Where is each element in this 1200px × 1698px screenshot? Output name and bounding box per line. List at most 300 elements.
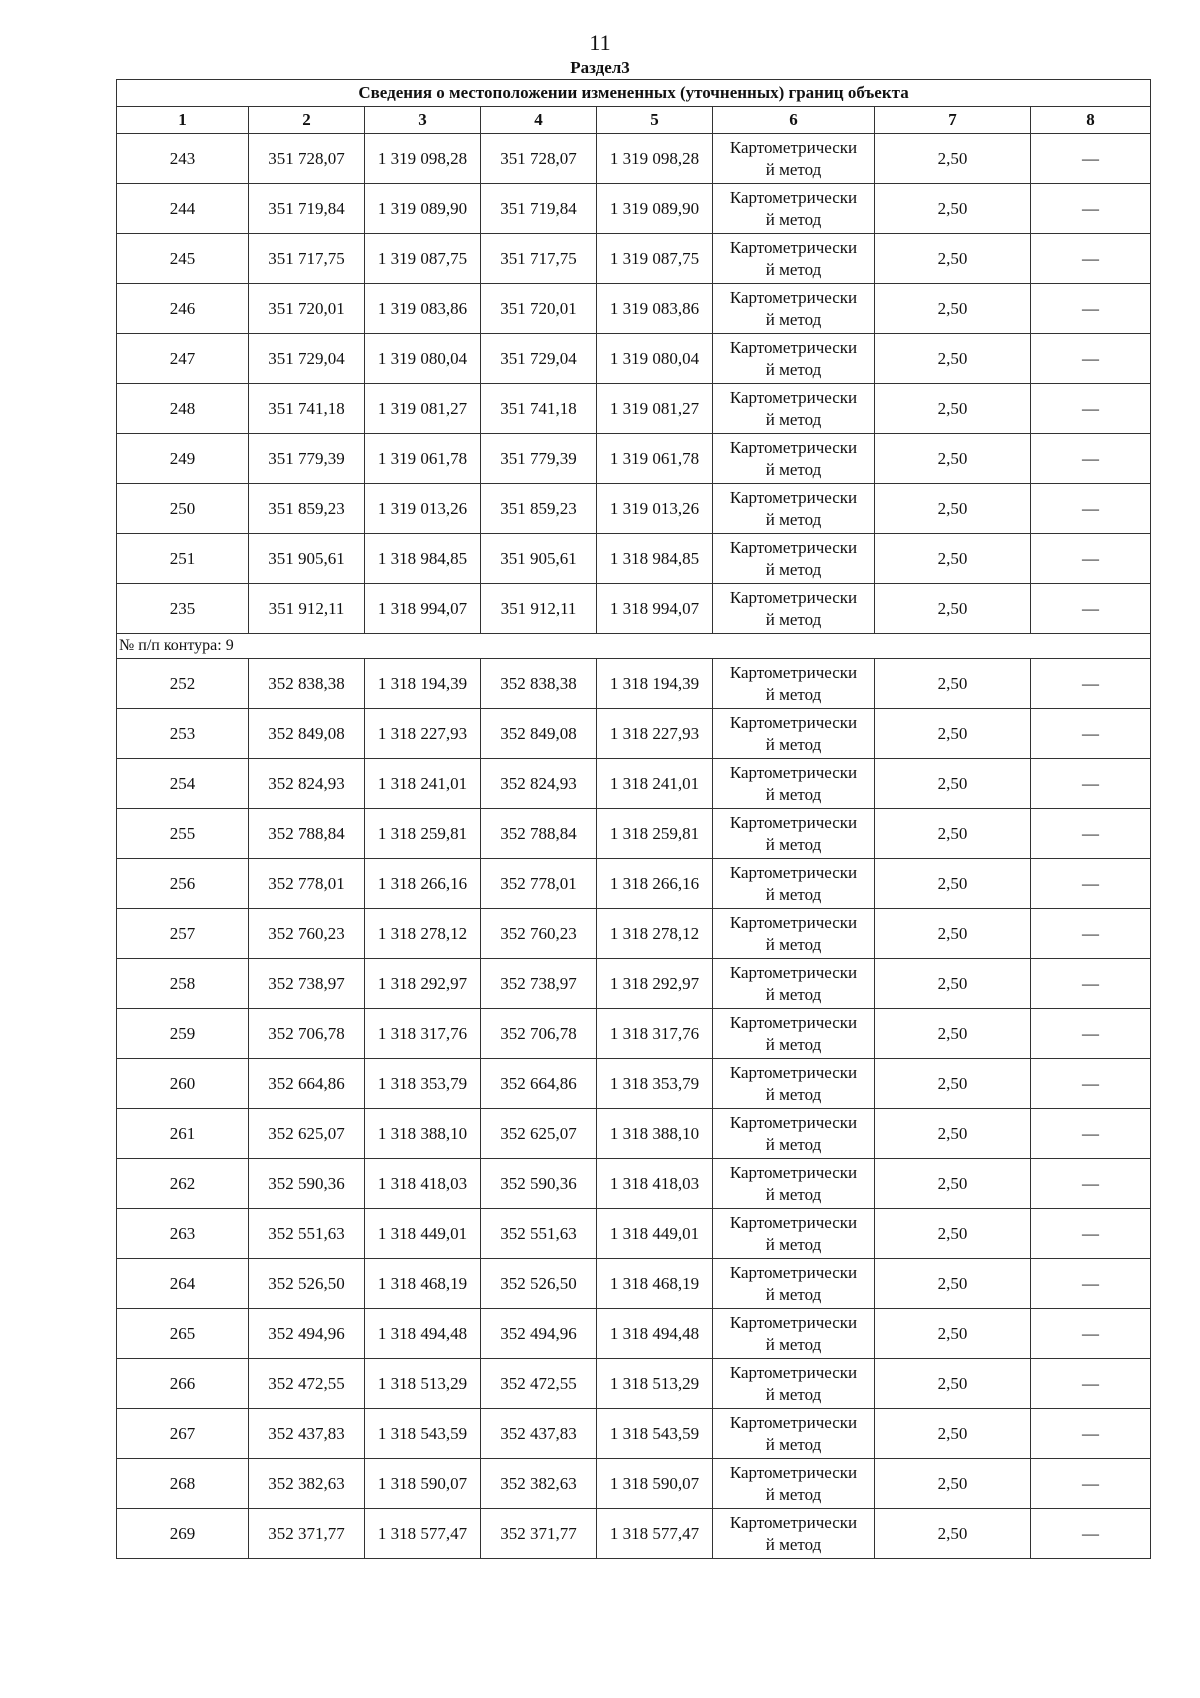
x-coordinate-cell: 352 760,23: [481, 909, 597, 959]
method-cell: [713, 909, 875, 959]
method-text-line1: Картометрически: [729, 287, 858, 307]
method-text-line2: й метод: [765, 159, 822, 179]
method-text-line1: Картометрически: [729, 912, 858, 932]
x-coordinate-cell: 352 838,38: [249, 659, 365, 709]
method-text-line2: й метод: [765, 1434, 822, 1454]
method-text-line1: Картометрически: [729, 1462, 858, 1482]
accuracy-cell: 2,50: [875, 1159, 1031, 1209]
point-number-cell: 269: [117, 1509, 249, 1559]
y-coordinate-cell: 1 318 278,12: [597, 909, 713, 959]
y-coordinate-cell: 1 319 087,75: [597, 234, 713, 284]
description-cell: —: [1031, 234, 1151, 284]
point-number-cell: 257: [117, 909, 249, 959]
x-coordinate-cell: 352 706,78: [249, 1009, 365, 1059]
method-text-line1: Картометрически: [729, 1162, 858, 1182]
contour-label: № п/п контура: 9: [117, 634, 1151, 659]
method-text-line2: й метод: [765, 259, 822, 279]
accuracy-cell: 2,50: [875, 1459, 1031, 1509]
y-coordinate-cell: 1 318 317,76: [597, 1009, 713, 1059]
column-number: 6: [713, 107, 875, 134]
y-coordinate-cell: 1 318 259,81: [597, 809, 713, 859]
method-text-line2: й метод: [765, 209, 822, 229]
method-cell: [713, 1509, 875, 1559]
point-number-cell: 235: [117, 584, 249, 634]
accuracy-cell: 2,50: [875, 184, 1031, 234]
method-text-line1: Картометрически: [729, 237, 858, 257]
section-label: Раздел3: [570, 58, 630, 77]
table-row: [117, 859, 1151, 909]
accuracy-cell: 2,50: [875, 1409, 1031, 1459]
method-cell: [713, 1009, 875, 1059]
point-number-cell: 248: [117, 384, 249, 434]
y-coordinate-cell: 1 318 468,19: [597, 1259, 713, 1309]
x-coordinate-cell: 351 912,11: [249, 584, 365, 634]
method-text-line1: Картометрически: [729, 137, 858, 157]
description-cell: —: [1031, 134, 1151, 184]
accuracy-cell: 2,50: [875, 1509, 1031, 1559]
table-body-part2: [117, 659, 1151, 1559]
method-text-line1: Картометрически: [729, 1012, 858, 1032]
x-coordinate-cell: 352 778,01: [249, 859, 365, 909]
accuracy-cell: 2,50: [875, 284, 1031, 334]
column-number: 8: [1031, 107, 1151, 134]
x-coordinate-cell: 352 590,36: [481, 1159, 597, 1209]
y-coordinate-cell: 1 318 494,48: [365, 1309, 481, 1359]
y-coordinate-cell: 1 318 590,07: [597, 1459, 713, 1509]
description-cell: —: [1031, 1009, 1151, 1059]
method-cell: [713, 1309, 875, 1359]
accuracy-cell: 2,50: [875, 859, 1031, 909]
y-coordinate-cell: 1 319 081,27: [365, 384, 481, 434]
table-row: [117, 234, 1151, 284]
x-coordinate-cell: 351 728,07: [481, 134, 597, 184]
x-coordinate-cell: 351 717,75: [249, 234, 365, 284]
x-coordinate-cell: 352 849,08: [481, 709, 597, 759]
table-row: [117, 1059, 1151, 1109]
y-coordinate-cell: 1 319 013,26: [365, 484, 481, 534]
table-row: [117, 1159, 1151, 1209]
method-cell: [713, 184, 875, 234]
method-text-line2: й метод: [765, 1084, 822, 1104]
method-text-line2: й метод: [765, 784, 822, 804]
x-coordinate-cell: 351 717,75: [481, 234, 597, 284]
x-coordinate-cell: 351 719,84: [481, 184, 597, 234]
description-cell: —: [1031, 659, 1151, 709]
description-cell: —: [1031, 809, 1151, 859]
description-cell: —: [1031, 759, 1151, 809]
point-number-cell: 261: [117, 1109, 249, 1159]
method-cell: [713, 1259, 875, 1309]
y-coordinate-cell: 1 318 513,29: [365, 1359, 481, 1409]
accuracy-cell: 2,50: [875, 959, 1031, 1009]
method-text-line2: й метод: [765, 1284, 822, 1304]
method-cell: [713, 234, 875, 284]
description-cell: —: [1031, 1459, 1151, 1509]
method-text-line2: й метод: [765, 1034, 822, 1054]
accuracy-cell: 2,50: [875, 484, 1031, 534]
point-number-cell: 264: [117, 1259, 249, 1309]
accuracy-cell: 2,50: [875, 1359, 1031, 1409]
page-number: 11: [589, 30, 611, 55]
y-coordinate-cell: 1 318 388,10: [597, 1109, 713, 1159]
table-row: [117, 384, 1151, 434]
y-coordinate-cell: 1 318 994,07: [365, 584, 481, 634]
point-number-cell: 256: [117, 859, 249, 909]
accuracy-cell: 2,50: [875, 1059, 1031, 1109]
table-row: [117, 434, 1151, 484]
point-number-cell: 251: [117, 534, 249, 584]
y-coordinate-cell: 1 319 087,75: [365, 234, 481, 284]
method-text-line2: й метод: [765, 1184, 822, 1204]
x-coordinate-cell: 351 729,04: [481, 334, 597, 384]
table-row: [117, 659, 1151, 709]
y-coordinate-cell: 1 318 227,93: [597, 709, 713, 759]
x-coordinate-cell: 351 741,18: [481, 384, 597, 434]
description-cell: —: [1031, 284, 1151, 334]
y-coordinate-cell: 1 318 292,97: [597, 959, 713, 1009]
y-coordinate-cell: 1 318 984,85: [365, 534, 481, 584]
x-coordinate-cell: 352 788,84: [481, 809, 597, 859]
method-cell: [713, 1159, 875, 1209]
y-coordinate-cell: 1 319 013,26: [597, 484, 713, 534]
x-coordinate-cell: 352 738,97: [481, 959, 597, 1009]
y-coordinate-cell: 1 318 418,03: [365, 1159, 481, 1209]
method-text-line1: Картометрически: [729, 1312, 858, 1332]
contour-section: [117, 634, 1151, 659]
y-coordinate-cell: 1 318 543,59: [365, 1409, 481, 1459]
column-number-row: [117, 107, 1151, 134]
y-coordinate-cell: 1 318 543,59: [597, 1409, 713, 1459]
x-coordinate-cell: 352 526,50: [249, 1259, 365, 1309]
point-number-cell: 265: [117, 1309, 249, 1359]
description-cell: —: [1031, 1059, 1151, 1109]
x-coordinate-cell: 351 741,18: [249, 384, 365, 434]
accuracy-cell: 2,50: [875, 1109, 1031, 1159]
method-text-line2: й метод: [765, 684, 822, 704]
point-number-cell: 258: [117, 959, 249, 1009]
y-coordinate-cell: 1 318 994,07: [597, 584, 713, 634]
y-coordinate-cell: 1 319 098,28: [365, 134, 481, 184]
method-cell: [713, 1209, 875, 1259]
x-coordinate-cell: 352 778,01: [481, 859, 597, 909]
method-text-line1: Картометрически: [729, 337, 858, 357]
y-coordinate-cell: 1 319 080,04: [597, 334, 713, 384]
method-text-line2: й метод: [765, 1134, 822, 1154]
y-coordinate-cell: 1 318 353,79: [597, 1059, 713, 1109]
point-number-cell: 259: [117, 1009, 249, 1059]
method-text-line1: Картометрически: [729, 1262, 858, 1282]
method-text-line2: й метод: [765, 1334, 822, 1354]
table-title: Сведения о местоположении измененных (уточненных) границ объекта: [117, 80, 1151, 107]
method-text-line2: й метод: [765, 884, 822, 904]
method-text-line2: й метод: [765, 1484, 822, 1504]
description-cell: —: [1031, 1409, 1151, 1459]
method-cell: [713, 759, 875, 809]
description-cell: —: [1031, 1259, 1151, 1309]
method-cell: [713, 1459, 875, 1509]
x-coordinate-cell: 351 912,11: [481, 584, 597, 634]
table-row: [117, 1259, 1151, 1309]
description-cell: —: [1031, 1309, 1151, 1359]
table-row: [117, 1109, 1151, 1159]
point-number-cell: 247: [117, 334, 249, 384]
table-row: [117, 1009, 1151, 1059]
y-coordinate-cell: 1 319 089,90: [365, 184, 481, 234]
x-coordinate-cell: 351 728,07: [249, 134, 365, 184]
method-text-line1: Картометрически: [729, 1512, 858, 1532]
accuracy-cell: 2,50: [875, 709, 1031, 759]
y-coordinate-cell: 1 318 259,81: [365, 809, 481, 859]
table-row: [117, 759, 1151, 809]
method-text-line1: Картометрически: [729, 962, 858, 982]
description-cell: —: [1031, 534, 1151, 584]
description-cell: —: [1031, 384, 1151, 434]
x-coordinate-cell: 352 706,78: [481, 1009, 597, 1059]
y-coordinate-cell: 1 318 194,39: [365, 659, 481, 709]
x-coordinate-cell: 351 720,01: [249, 284, 365, 334]
accuracy-cell: 2,50: [875, 134, 1031, 184]
table-row: [117, 809, 1151, 859]
table-row: [117, 1409, 1151, 1459]
method-cell: [713, 284, 875, 334]
accuracy-cell: 2,50: [875, 384, 1031, 434]
method-text-line1: Картометрически: [729, 1412, 858, 1432]
y-coordinate-cell: 1 318 241,01: [597, 759, 713, 809]
method-text-line1: Картометрически: [729, 387, 858, 407]
method-text-line2: й метод: [765, 359, 822, 379]
y-coordinate-cell: 1 318 590,07: [365, 1459, 481, 1509]
x-coordinate-cell: 352 371,77: [249, 1509, 365, 1559]
x-coordinate-cell: 352 824,93: [249, 759, 365, 809]
x-coordinate-cell: 352 371,77: [481, 1509, 597, 1559]
method-cell: [713, 709, 875, 759]
x-coordinate-cell: 352 551,63: [481, 1209, 597, 1259]
method-cell: [713, 1409, 875, 1459]
method-text-line1: Картометрически: [729, 1362, 858, 1382]
point-number-cell: 260: [117, 1059, 249, 1109]
method-cell: [713, 584, 875, 634]
method-cell: [713, 134, 875, 184]
method-text-line1: Картометрически: [729, 662, 858, 682]
table-row: [117, 709, 1151, 759]
method-cell: [713, 384, 875, 434]
column-number: 3: [365, 107, 481, 134]
y-coordinate-cell: 1 318 266,16: [365, 859, 481, 909]
x-coordinate-cell: 351 905,61: [481, 534, 597, 584]
point-number-cell: 243: [117, 134, 249, 184]
method-text-line2: й метод: [765, 1384, 822, 1404]
y-coordinate-cell: 1 318 449,01: [365, 1209, 481, 1259]
method-text-line1: Картометрически: [729, 862, 858, 882]
x-coordinate-cell: 352 382,63: [481, 1459, 597, 1509]
method-text-line1: Картометрически: [729, 187, 858, 207]
x-coordinate-cell: 352 824,93: [481, 759, 597, 809]
x-coordinate-cell: 351 905,61: [249, 534, 365, 584]
column-number: 1: [117, 107, 249, 134]
table-row: [117, 584, 1151, 634]
point-number-cell: 249: [117, 434, 249, 484]
accuracy-cell: 2,50: [875, 1209, 1031, 1259]
method-text-line2: й метод: [765, 934, 822, 954]
y-coordinate-cell: 1 318 418,03: [597, 1159, 713, 1209]
point-number-cell: 268: [117, 1459, 249, 1509]
y-coordinate-cell: 1 318 266,16: [597, 859, 713, 909]
table-row: [117, 334, 1151, 384]
accuracy-cell: 2,50: [875, 1009, 1031, 1059]
description-cell: —: [1031, 334, 1151, 384]
accuracy-cell: 2,50: [875, 584, 1031, 634]
method-cell: [713, 534, 875, 584]
method-text-line1: Картометрически: [729, 437, 858, 457]
y-coordinate-cell: 1 318 577,47: [365, 1509, 481, 1559]
description-cell: —: [1031, 959, 1151, 1009]
x-coordinate-cell: 351 859,23: [249, 484, 365, 534]
contour-row: [117, 634, 1151, 659]
x-coordinate-cell: 352 526,50: [481, 1259, 597, 1309]
table-row: [117, 1459, 1151, 1509]
y-coordinate-cell: 1 319 061,78: [597, 434, 713, 484]
table-row: [117, 1209, 1151, 1259]
x-coordinate-cell: 352 551,63: [249, 1209, 365, 1259]
method-cell: [713, 434, 875, 484]
point-number-cell: 263: [117, 1209, 249, 1259]
x-coordinate-cell: 352 664,86: [249, 1059, 365, 1109]
accuracy-cell: 2,50: [875, 1259, 1031, 1309]
method-text-line1: Картометрически: [729, 587, 858, 607]
method-text-line1: Картометрически: [729, 712, 858, 732]
description-cell: —: [1031, 1359, 1151, 1409]
method-cell: [713, 334, 875, 384]
point-number-cell: 252: [117, 659, 249, 709]
y-coordinate-cell: 1 319 081,27: [597, 384, 713, 434]
accuracy-cell: 2,50: [875, 1309, 1031, 1359]
table-row: [117, 134, 1151, 184]
x-coordinate-cell: 352 437,83: [481, 1409, 597, 1459]
method-text-line1: Картометрически: [729, 812, 858, 832]
y-coordinate-cell: 1 319 083,86: [597, 284, 713, 334]
method-cell: [713, 1359, 875, 1409]
y-coordinate-cell: 1 319 083,86: [365, 284, 481, 334]
table-title-row: [117, 80, 1151, 107]
x-coordinate-cell: 352 625,07: [481, 1109, 597, 1159]
x-coordinate-cell: 352 760,23: [249, 909, 365, 959]
y-coordinate-cell: 1 318 194,39: [597, 659, 713, 709]
description-cell: —: [1031, 709, 1151, 759]
description-cell: —: [1031, 909, 1151, 959]
accuracy-cell: 2,50: [875, 434, 1031, 484]
column-number: 7: [875, 107, 1031, 134]
coordinates-table: [116, 79, 1151, 1559]
y-coordinate-cell: 1 318 468,19: [365, 1259, 481, 1309]
point-number-cell: 266: [117, 1359, 249, 1409]
accuracy-cell: 2,50: [875, 534, 1031, 584]
description-cell: —: [1031, 434, 1151, 484]
x-coordinate-cell: 352 664,86: [481, 1059, 597, 1109]
x-coordinate-cell: 352 625,07: [249, 1109, 365, 1159]
description-cell: —: [1031, 584, 1151, 634]
x-coordinate-cell: 351 859,23: [481, 484, 597, 534]
method-text-line1: Картометрически: [729, 762, 858, 782]
point-number-cell: 255: [117, 809, 249, 859]
description-cell: —: [1031, 184, 1151, 234]
x-coordinate-cell: 352 838,38: [481, 659, 597, 709]
y-coordinate-cell: 1 319 080,04: [365, 334, 481, 384]
point-number-cell: 245: [117, 234, 249, 284]
method-text-line2: й метод: [765, 309, 822, 329]
y-coordinate-cell: 1 318 494,48: [597, 1309, 713, 1359]
description-cell: —: [1031, 859, 1151, 909]
method-cell: [713, 809, 875, 859]
y-coordinate-cell: 1 318 353,79: [365, 1059, 481, 1109]
column-number: 5: [597, 107, 713, 134]
method-cell: [713, 1109, 875, 1159]
method-cell: [713, 1059, 875, 1109]
y-coordinate-cell: 1 318 449,01: [597, 1209, 713, 1259]
column-number: 4: [481, 107, 597, 134]
y-coordinate-cell: 1 318 241,01: [365, 759, 481, 809]
x-coordinate-cell: 352 437,83: [249, 1409, 365, 1459]
method-cell: [713, 484, 875, 534]
table-body-part1: [117, 134, 1151, 634]
description-cell: —: [1031, 484, 1151, 534]
point-number-cell: 244: [117, 184, 249, 234]
method-text-line2: й метод: [765, 409, 822, 429]
y-coordinate-cell: 1 318 984,85: [597, 534, 713, 584]
description-cell: —: [1031, 1109, 1151, 1159]
method-text-line1: Картометрически: [729, 1062, 858, 1082]
table-row: [117, 1309, 1151, 1359]
x-coordinate-cell: 352 472,55: [249, 1359, 365, 1409]
y-coordinate-cell: 1 318 317,76: [365, 1009, 481, 1059]
point-number-cell: 262: [117, 1159, 249, 1209]
table-row: [117, 959, 1151, 1009]
method-text-line1: Картометрически: [729, 537, 858, 557]
accuracy-cell: 2,50: [875, 809, 1031, 859]
x-coordinate-cell: 352 382,63: [249, 1459, 365, 1509]
method-text-line2: й метод: [765, 834, 822, 854]
method-text-line2: й метод: [765, 734, 822, 754]
description-cell: —: [1031, 1159, 1151, 1209]
accuracy-cell: 2,50: [875, 659, 1031, 709]
y-coordinate-cell: 1 318 388,10: [365, 1109, 481, 1159]
x-coordinate-cell: 351 779,39: [481, 434, 597, 484]
method-cell: [713, 859, 875, 909]
accuracy-cell: 2,50: [875, 334, 1031, 384]
method-text-line2: й метод: [765, 459, 822, 479]
table-row: [117, 909, 1151, 959]
y-coordinate-cell: 1 318 513,29: [597, 1359, 713, 1409]
method-text-line2: й метод: [765, 1534, 822, 1554]
method-cell: [713, 659, 875, 709]
table-row: [117, 184, 1151, 234]
method-text-line1: Картометрически: [729, 1212, 858, 1232]
x-coordinate-cell: 352 738,97: [249, 959, 365, 1009]
description-cell: —: [1031, 1209, 1151, 1259]
accuracy-cell: 2,50: [875, 759, 1031, 809]
x-coordinate-cell: 352 849,08: [249, 709, 365, 759]
y-coordinate-cell: 1 318 577,47: [597, 1509, 713, 1559]
x-coordinate-cell: 351 779,39: [249, 434, 365, 484]
y-coordinate-cell: 1 318 227,93: [365, 709, 481, 759]
method-text-line2: й метод: [765, 984, 822, 1004]
table-row: [117, 1509, 1151, 1559]
method-text-line2: й метод: [765, 609, 822, 629]
point-number-cell: 254: [117, 759, 249, 809]
x-coordinate-cell: 352 788,84: [249, 809, 365, 859]
method-text-line2: й метод: [765, 509, 822, 529]
method-text-line2: й метод: [765, 559, 822, 579]
y-coordinate-cell: 1 318 278,12: [365, 909, 481, 959]
